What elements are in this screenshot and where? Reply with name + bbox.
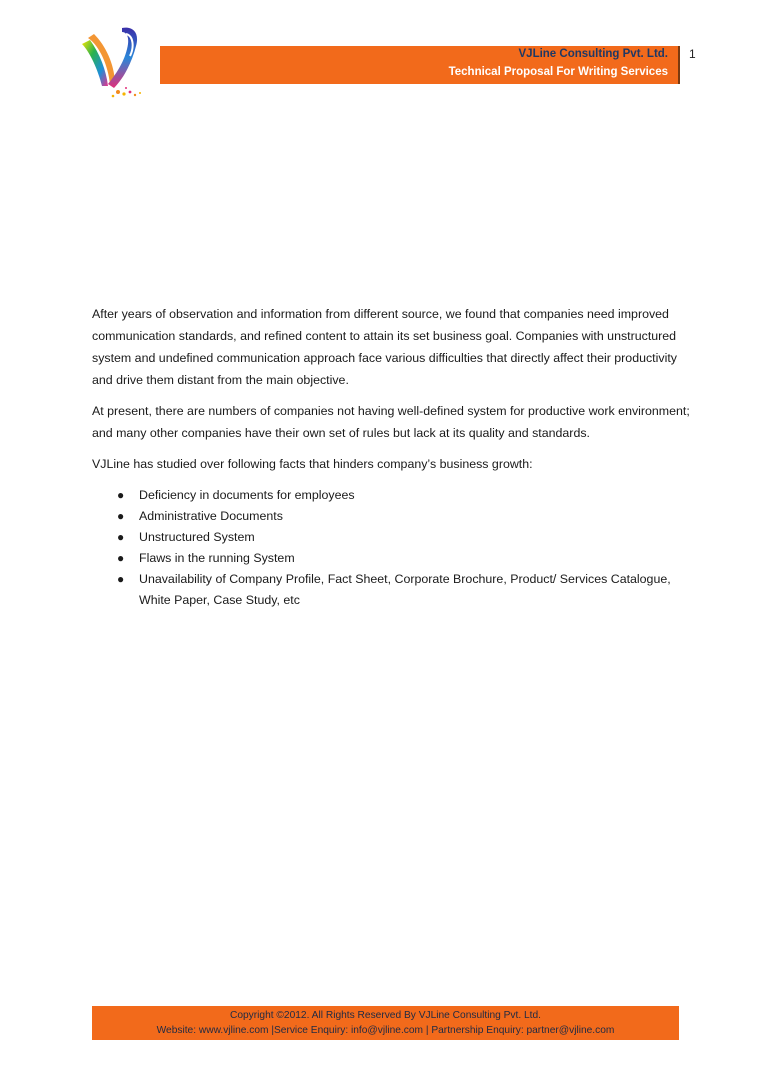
- bullet-icon: ●: [117, 551, 125, 565]
- vjline-logo-icon: [78, 22, 160, 102]
- bullet-icon: ●: [117, 530, 125, 544]
- bullet-icon: ●: [117, 572, 125, 586]
- list-item: [92, 569, 692, 611]
- bullet-icon: ●: [117, 509, 125, 523]
- footer-band: [92, 1006, 679, 1040]
- list-item-text: Unavailability of Company Profile, Fact Sheet, Corporate Brochure, Product/ Services Catalogue, White Paper, Case Study, etc: [139, 572, 671, 607]
- list-item-text: Flaws in the running System: [139, 551, 295, 565]
- list-item-text: Administrative Documents: [139, 509, 283, 523]
- header-company-name: VJLine Consulting Pvt. Ltd.: [518, 48, 668, 60]
- document-body: [92, 303, 692, 611]
- page-number: 1: [689, 47, 696, 61]
- paragraph-facts-intro: VJLine has studied over following facts that hinders company’s business growth:: [92, 457, 533, 471]
- list-item: [92, 548, 692, 569]
- paragraph-observation: After years of observation and information from different source, we found that companies need improved communication standards, and refined content to attain its set business goal. Companies with unstructured system and undefined communication approach face various difficulties that directly affect their productivity and drive them distant from the main objective.: [92, 307, 677, 387]
- list-item-text: Deficiency in documents for employees: [139, 488, 355, 502]
- paragraph-present-state: At present, there are numbers of companies not having well-defined system for productive work environment; and many other companies have their own set of rules but lack at its quality and standards.: [92, 404, 690, 440]
- header-band: [160, 46, 680, 84]
- footer-copyright: Copyright ©2012. All Rights Reserved By VJLine Consulting Pvt. Ltd.: [229, 1010, 542, 1021]
- company-logo: [78, 22, 160, 102]
- bullet-icon: ●: [117, 488, 125, 502]
- footer-contact-info: Website: www.vjline.com |Service Enquiry: info@vjline.com | Partnership Enquiry: partner@vjline.com: [156, 1025, 615, 1036]
- facts-list: [92, 485, 692, 611]
- list-item: [92, 527, 692, 548]
- list-item: [92, 506, 692, 527]
- header-document-title: Technical Proposal For Writing Services: [448, 66, 668, 78]
- list-item-text: Unstructured System: [139, 530, 255, 544]
- list-item: [92, 485, 692, 506]
